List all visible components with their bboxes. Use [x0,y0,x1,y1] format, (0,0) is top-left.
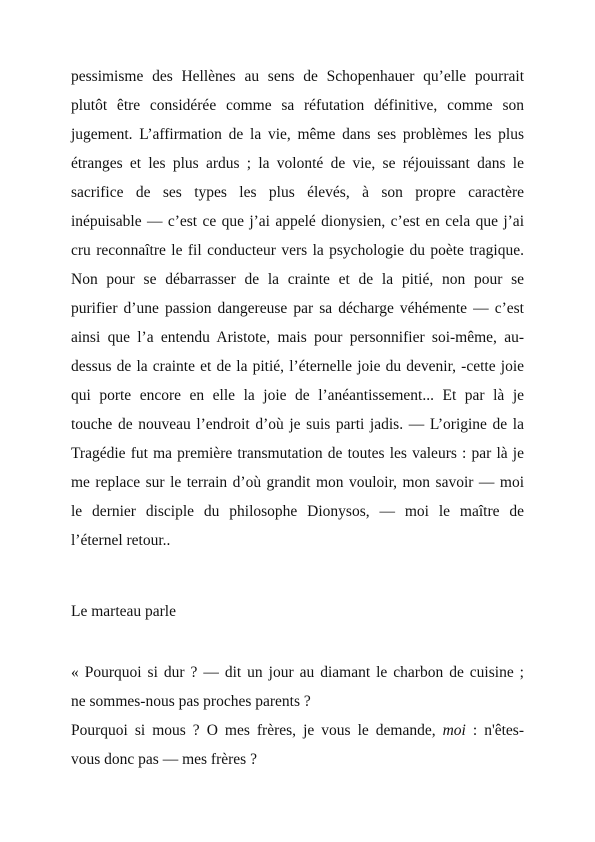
text-line: inépuisable — c’est ce que j’ai appelé dionysien, c’est en cela que j’ai [71,213,524,230]
text-line: sacrifice de ses types les plus élevés, à son propre caractère [71,184,524,201]
text-line: cru reconnaître le fil conducteur vers la psychologie du poète tragique. [71,242,524,259]
text-line: me replace sur le terrain d’où grandit mon vouloir, mon savoir — moi [71,474,524,491]
spacer [71,555,524,597]
section-heading: Le marteau parle [71,603,176,620]
quote-line: « Pourquoi si dur ? — dit un jour au diamant le charbon de cuisine ; [71,664,524,681]
quote-line [71,716,524,745]
document-page [71,62,524,774]
quote-line: ne sommes-nous pas proches parents ? [71,693,311,710]
text-line: l’éternel retour.. [71,532,171,549]
text-line: Non pour se débarrasser de la crainte et de la pitié, non pour se [71,271,524,288]
text-line: qui porte encore en elle la joie de l’anéantissement... Et par là je [71,387,524,404]
text-line: étranges et les plus ardus ; la volonté de vie, se réjouissant dans le [71,155,524,172]
quote-text: : n'êtes- [465,722,524,739]
text-line: ainsi que l’a entendu Aristote, mais pour personnifier soi-même, au- [71,329,524,346]
quote-text: Pourquoi si mous ? O mes frères, je vous le demande, [71,722,443,739]
spacer [71,626,524,658]
text-line: purifier d’une passion dangereuse par sa décharge véhémente — c’est [71,300,524,317]
text-line: pessimisme des Hellènes au sens de Schopenhauer qu’elle pourrait [71,68,524,85]
quote-paragraph [71,658,524,774]
text-line: le dernier disciple du philosophe Dionysos, — moi le maître de [71,503,524,520]
text-line: touche de nouveau l’endroit d’où je suis parti jadis. — L’origine de la [71,416,524,433]
quote-line: vous donc pas — mes frères ? [71,751,257,768]
text-line: dessus de la crainte et de la pitié, l’éternelle joie du devenir, -cette joie [71,358,524,375]
text-line: Tragédie fut ma première transmutation de toutes les valeurs : par là je [71,445,524,462]
text-line: jugement. L’affirmation de la vie, même dans ses problèmes les plus [71,126,524,143]
emphasized-word: moi [442,722,466,739]
body-paragraph [71,62,524,555]
text-line: plutôt être considérée comme sa réfutation définitive, comme son [71,97,524,114]
